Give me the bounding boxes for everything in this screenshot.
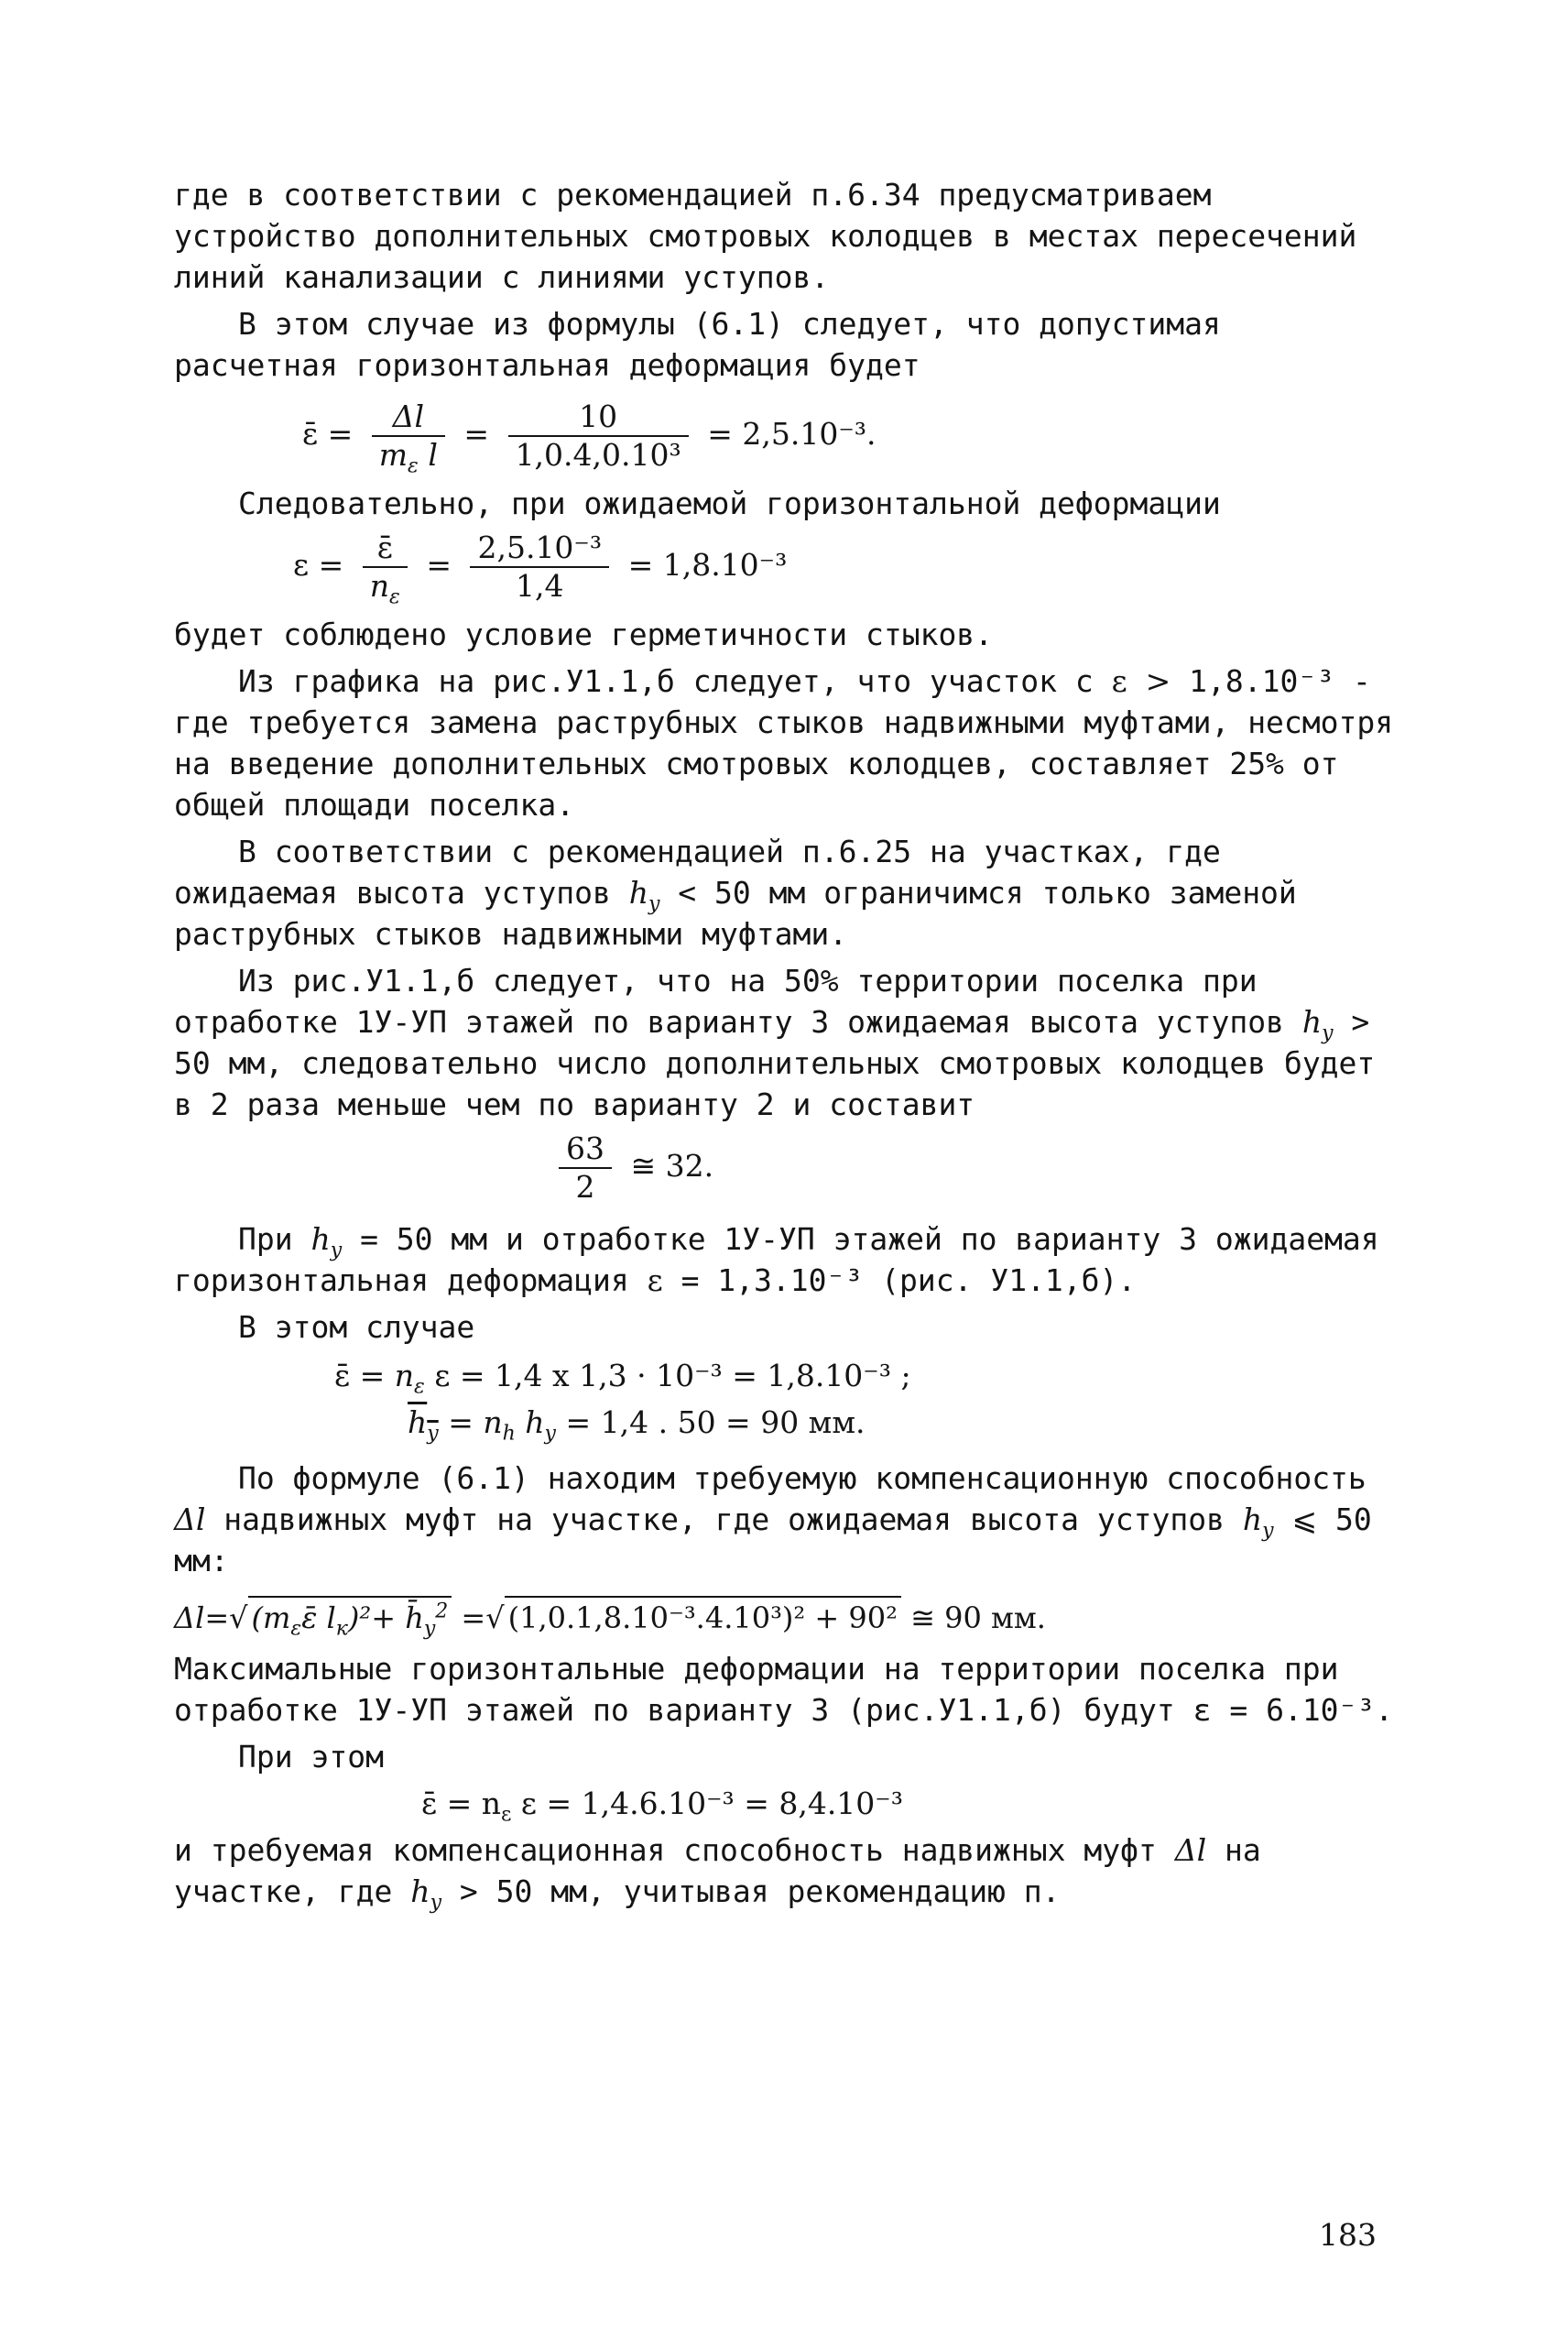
paragraph-13: и требуемая компенсационная способность надвижных муфт Δl на участке, где $h_y > 50$ мм, учитывая рекомендацию п. — [174, 1832, 1261, 1915]
eq2-numerator: ε̄ — [363, 530, 408, 568]
eq1-denominator-2: 1,0.4,0.10³ — [515, 437, 681, 473]
paragraph-2: В этом случае из формулы (6.1) следует, что допустимая расчетная горизонтальная деформация будет — [174, 306, 1221, 383]
equation-2: ε = $\frac{\varepsilon̄}{n_\varepsilon}$ = $\frac{\text{2,5.10⁻³}}{1,4}$ = 1,8.10⁻³ — [293, 530, 788, 609]
paragraph-8: При $h_y = 50$ мм и отработке 1У-УП этажей по варианту 3 ожидаемая горизонтальная деформация ε = 1,3.10⁻³ (рис. У1.1,б). — [174, 1221, 1379, 1298]
paragraph-7: Из рис.У1.1,б следует, что на 50% территории поселка при отработке 1У-УП этажей по варианту 3 ожидаемая высота уступов $h_y > 50$ мм, следовательно число дополнительных смотровых колодцев будет в 2 раза меньше чем по варианту 2 и составит — [174, 963, 1376, 1122]
eq1-numerator: Δl — [372, 399, 445, 437]
equation-1: ε̄ = $\frac{\Delta l}{m_\varepsilon l}$ = $\frac{10}{\text{1,0.4,0.10³}}$ = 2,5.10⁻³. — [302, 399, 877, 478]
eq3-denominator: 2 — [575, 1169, 595, 1205]
paragraph-12: При этом — [238, 1739, 384, 1775]
eq1-denominator: $m_\varepsilon$ l — [378, 437, 438, 478]
page-number: 183 — [1319, 2217, 1377, 2253]
eq6-radicand-1: ($m_\varepsilon\varepsilon̄$ $l_к)^2+$ $h̄_y^2$ — [248, 1596, 452, 1639]
eq3-fraction — [559, 1130, 612, 1206]
equation-4: ε̄ = $n_\varepsilon$ ε = 1,4 x 1,3 · 10⁻³ = 1,8.10⁻³ ; — [334, 1358, 911, 1399]
paragraph-11: Максимальные горизонтальные деформации на территории поселка при отработке 1У-УП этажей по варианту 3 (рис.У1.1,б) будут ε = 6.10⁻³. — [174, 1651, 1394, 1728]
eq3-result: ≅ 32. — [630, 1148, 714, 1184]
eq2-denominator: $n_\varepsilon$ — [369, 568, 400, 609]
eq6-radicand-2: (1,0.1,8.10⁻³.4.10³)² + 90² — [505, 1596, 901, 1639]
paragraph-6: В соответствии с рекомендацией п.6.25 на участках, где ожидаемая высота уступов $h_y < 50$ мм ограничимся только заменой раструбных стыков надвижными муфтами. — [174, 834, 1297, 952]
eq2-numerator-2: 2,5.10⁻³ — [470, 530, 609, 568]
paragraph-5: Из графика на рис.У1.1,б следует, что участок с ε > 1,8.10⁻³ - где требуется замена раструбных стыков надвижными муфтами, несмотря на введение дополнительных смотровых колодцев, составляет 25% от общей площади поселка. — [174, 663, 1394, 823]
eq1-fraction-2 — [508, 399, 689, 474]
eq1-result: = 2,5.10⁻³. — [707, 416, 877, 452]
eq3-numerator: 63 — [559, 1130, 612, 1169]
equation-7: ε̄ = $n_\varepsilon$ ε = 1,4.6.10⁻³ = 8,4.10⁻³ — [421, 1785, 903, 1827]
paragraph-9: В этом случае — [238, 1309, 475, 1345]
eq2-fraction-1 — [363, 530, 408, 609]
equation-5: $h_y = n_h$ $h_y = 1,4$ . 50 = 90 мм. — [408, 1404, 866, 1446]
equation-3 — [550, 1130, 1401, 1206]
paragraph-3: Следовательно, при ожидаемой горизонтальной деформации — [238, 486, 1221, 521]
paragraph-1: где в соответствии с рекомендацией п.6.34 предусматриваем устройство дополнительных смотровых колодцев в местах пересечений линий канализации с линиями уступов. — [174, 177, 1357, 295]
eq2-denominator-2: 1,4 — [516, 568, 564, 604]
eq2-result: = 1,8.10⁻³ — [627, 547, 788, 583]
eq1-lhs: ε̄ — [302, 416, 319, 452]
eq1-numerator-2: 10 — [508, 399, 689, 437]
eq2-fraction-2 — [470, 530, 609, 605]
eq1-fraction-1 — [372, 399, 445, 478]
paragraph-10: По формуле (6.1) находим требуемую компенсационную способность Δl надвижных муфт на участке, где ожидаемая высота уступов $h_y$ ⩽ 50 мм: — [174, 1460, 1372, 1578]
document-page — [174, 174, 1401, 2254]
equation-6: Δl=√ ($m_\varepsilon\varepsilon̄$ $l_к)^2+$ $h̄_y^2$ =√ (1,0.1,8.10⁻³.4.10³)² + 90² ≅ 90 мм. — [174, 1596, 1401, 1639]
paragraph-4: будет соблюдено условие герметичности стыков. — [174, 617, 994, 652]
eq2-lhs: ε — [293, 547, 310, 583]
